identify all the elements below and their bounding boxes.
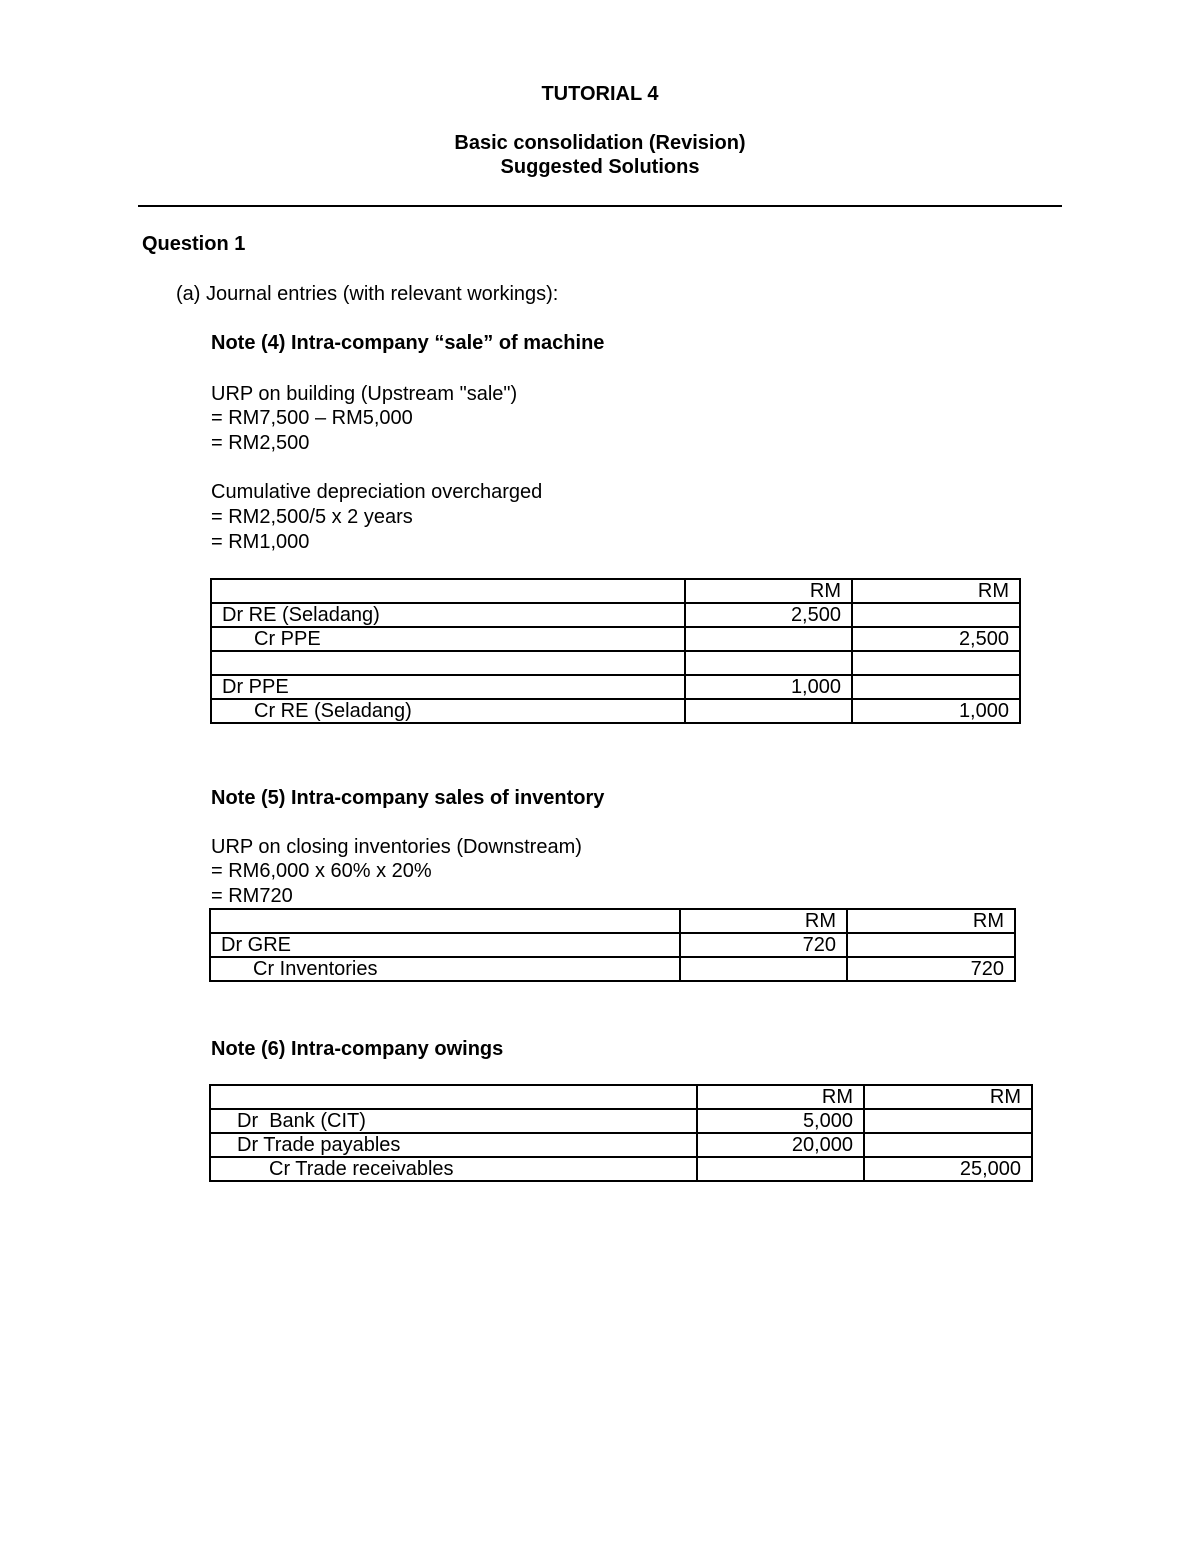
table-cell [210,1085,697,1109]
note4-working-line: URP on building (Upstream "sale") [211,383,518,405]
table-cell [852,603,1020,627]
table-cell [852,675,1020,699]
table-row [210,1109,1032,1133]
table-cell: Dr Trade payables [210,1133,697,1157]
table-row [211,699,1020,723]
table-header-cell: RM [864,1085,1032,1109]
table-cell: 5,000 [697,1109,864,1133]
note4-working-line: = RM7,500 – RM5,000 [211,407,413,429]
note4-working-line: Cumulative depreciation overcharged [211,481,543,503]
header-divider [138,205,1062,207]
note4-working-line: = RM2,500 [211,432,310,454]
table-row [211,675,1020,699]
table-header-row [211,579,1020,603]
table-cell [697,1157,864,1181]
table-cell: 720 [680,933,847,957]
table-cell [685,627,852,651]
table-row [210,933,1015,957]
table-cell: 25,000 [864,1157,1032,1181]
question-label: Question 1 [142,233,246,255]
table-row [211,603,1020,627]
table-cell [685,699,852,723]
table-cell: 2,500 [852,627,1020,651]
table-cell [847,933,1015,957]
table-cell [680,957,847,981]
note5-working-line: = RM720 [211,885,293,907]
subtitle: Suggested Solutions [500,156,700,178]
table-cell: Cr Inventories [210,957,680,981]
table-header-cell: RM [680,909,847,933]
table-cell [864,1133,1032,1157]
table-header-cell: RM [697,1085,864,1109]
note5-journal-table [209,908,1016,982]
note4-heading: Note (4) Intra-company “sale” of machine [211,332,605,354]
table-cell: 20,000 [697,1133,864,1157]
table-cell: Dr Bank (CIT) [210,1109,697,1133]
note4-journal-table [210,578,1021,724]
table-cell: 1,000 [852,699,1020,723]
table-cell [852,651,1020,675]
table-header-cell: RM [685,579,852,603]
table-cell: 720 [847,957,1015,981]
table-row [210,1133,1032,1157]
table-cell [211,651,685,675]
note4-working-line: = RM1,000 [211,531,310,553]
table-cell [211,579,685,603]
table-row [210,957,1015,981]
table-cell: 1,000 [685,675,852,699]
table-header-row [210,1085,1032,1109]
note6-journal-table [209,1084,1033,1182]
note4-working-line: = RM2,500/5 x 2 years [211,506,413,528]
table-cell: Cr PPE [211,627,685,651]
table-cell: Dr PPE [211,675,685,699]
table-header-row [210,909,1015,933]
table-cell [685,651,852,675]
table-cell: Dr GRE [210,933,680,957]
part-a-label: (a) Journal entries (with relevant workings): [176,283,559,305]
table-cell [210,909,680,933]
table-cell: Dr RE (Seladang) [211,603,685,627]
table-header-cell: RM [847,909,1015,933]
subject-title: Basic consolidation (Revision) [454,132,746,154]
table-cell [864,1109,1032,1133]
table-cell: Cr RE (Seladang) [211,699,685,723]
note5-working-line: URP on closing inventories (Downstream) [211,836,582,858]
table-cell: Cr Trade receivables [210,1157,697,1181]
note5-heading: Note (5) Intra-company sales of inventory [211,787,605,809]
note6-heading: Note (6) Intra-company owings [211,1038,504,1060]
tutorial-title: TUTORIAL 4 [541,83,659,105]
table-cell: 2,500 [685,603,852,627]
table-row [211,651,1020,675]
table-row [211,627,1020,651]
table-header-cell: RM [852,579,1020,603]
note5-working-line: = RM6,000 x 60% x 20% [211,860,432,882]
table-row [210,1157,1032,1181]
